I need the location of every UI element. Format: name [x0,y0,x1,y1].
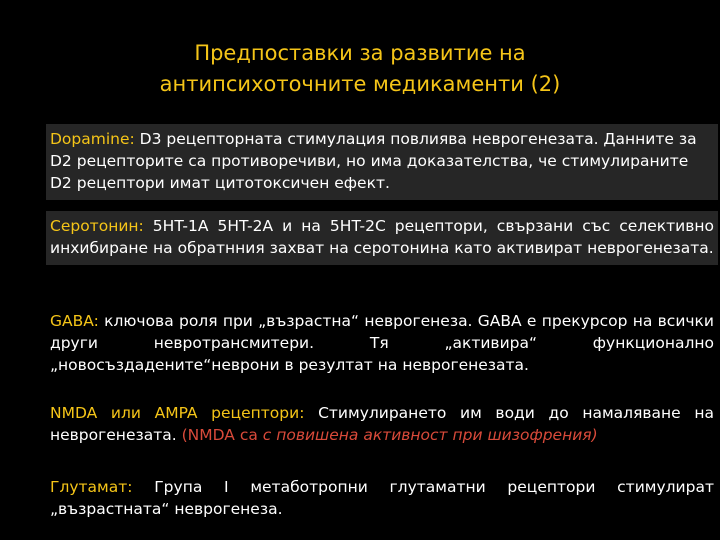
serotonin-section [46,211,718,265]
glutamate-section [46,476,718,520]
glutamate-text: Група I метаботропни глутаматни рецептори стимулират „възрастната“ неврогенеза. [50,478,714,518]
dopamine-label: Dopamine: [50,130,135,148]
serotonin-label: Серотонин: [50,217,144,235]
nmda-note-prefix: (NMDA са [181,426,263,444]
nmda-section [46,402,718,446]
title-line-1: Предпоставки за развитие на [194,41,526,65]
gaba-text: ключова роля при „възрастна“ неврогенеза. GABA е прекурсор на всички други невротрансмитери. Тя „активира“ функционално „новосъздадените“неврони в резултат на неврогенезата. [50,312,714,374]
slide-title [100,38,620,100]
serotonin-text: 5HT-1A 5HT-2A и на 5HT-2C рецептори, свързани със селективно инхибиране на обратнния захват на серотонина като активират неврогенезата. [50,217,714,257]
nmda-note-italic: с повишена активност при шизофрения) [262,426,598,444]
nmda-text: Стимулирането им води до намаляване на неврогенезата. [50,404,714,444]
nmda-label: NMDA или AMPA рецептори: [50,404,305,422]
title-line-2: антипсихоточните медикаменти (2) [159,72,561,96]
gaba-label: GABA: [50,312,99,330]
gaba-section [46,310,718,376]
dopamine-section [46,124,718,200]
glutamate-label: Глутамат: [50,478,133,496]
dopamine-text: D3 рецепторната стимулация повлиява неврогенезата. Данните за D2 рецепторите са противоречиви, но има доказателства, че стимулираните D2 рецептори имат цитотоксичен ефект. [50,130,697,192]
